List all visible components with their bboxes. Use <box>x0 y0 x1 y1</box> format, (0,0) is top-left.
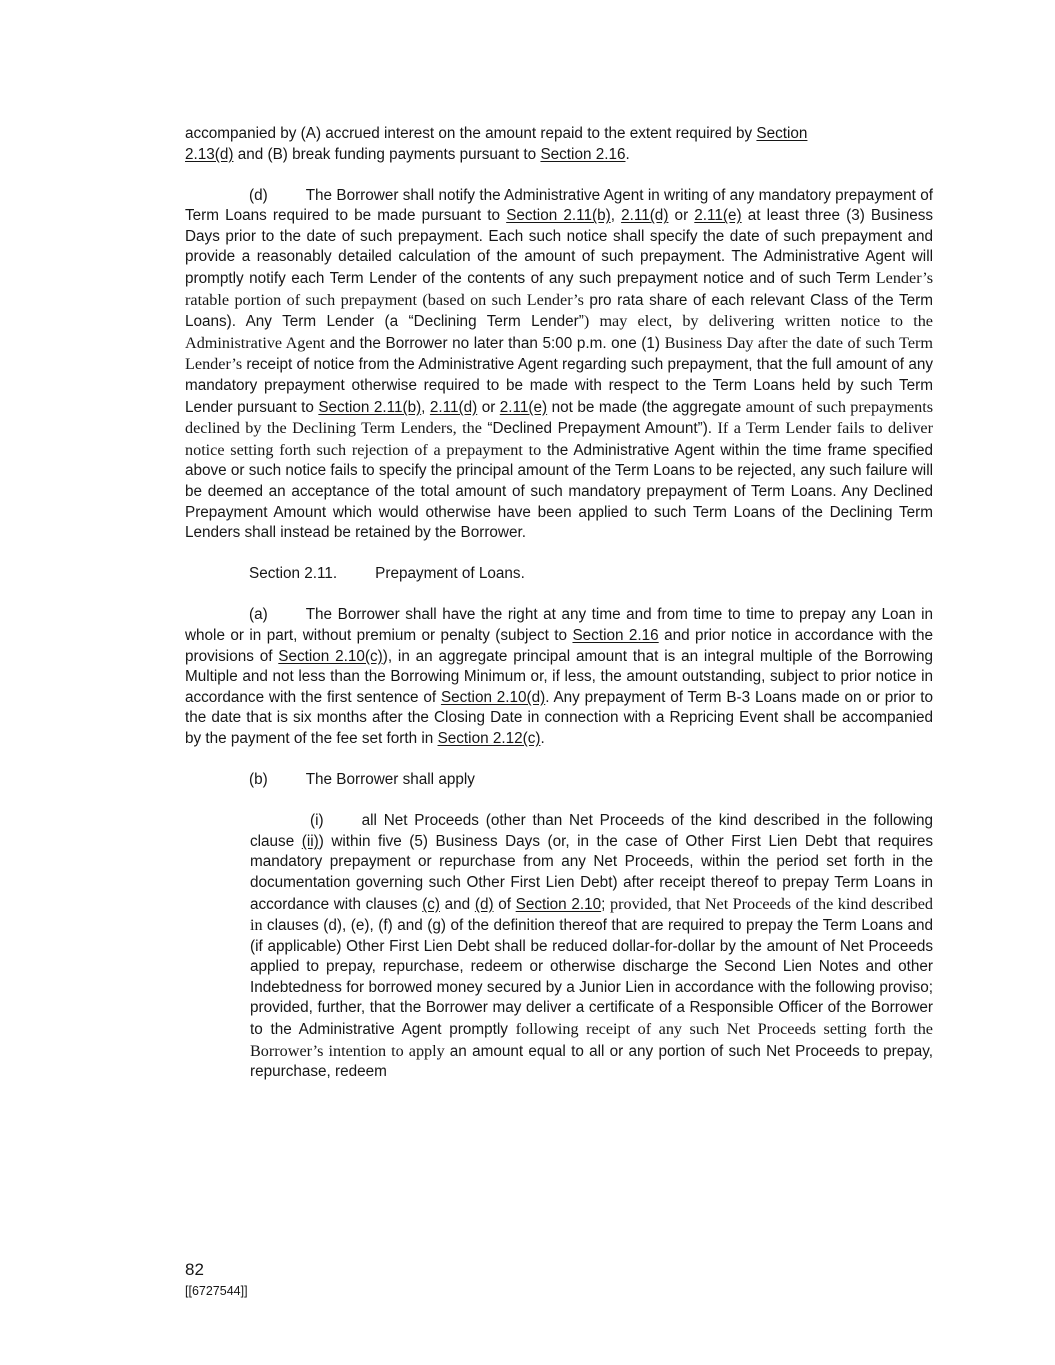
section-reference: (c) <box>422 895 440 913</box>
text-run: ) may elect, by delivering written notice to the Administrative Agent <box>185 312 933 352</box>
text-run: accompanied by (A) accrued interest on the amount repaid to the extent required by <box>185 125 757 142</box>
page-footer <box>185 1260 248 1299</box>
text-run: and (B) break funding payments pursuant to <box>233 145 541 163</box>
section-reference: 2.11(d) <box>621 207 669 225</box>
text-run: at least three (3) Business Days prior to the date of such prepayment. Each such notice shall specify the date of such prepayment and provide a reasonably detailed calculation of the amount of such prepayment. The Administrative Agent will promptly notify each Term Lender of the contents of any such prepayment notice and of such Term <box>185 207 934 288</box>
section-reference: Section 2.10(c) <box>278 647 383 665</box>
text-run: an amount equal to all or any portion of such Net Proceeds to prepay, repurchase, redeem <box>250 1042 933 1081</box>
section-reference: Section 2.10 <box>515 895 602 913</box>
text-run: Prepayment of Loans. <box>375 565 525 583</box>
text-run: , <box>610 207 622 225</box>
paragraph <box>185 605 933 749</box>
section-reference: 2.11(d) <box>429 398 478 416</box>
text-run: not be made (the aggregate <box>547 398 746 416</box>
section-reference: Section 2.16 <box>572 626 659 644</box>
page-number: 82 <box>185 1260 204 1279</box>
text-run: The Borrower shall notify the Administrative Agent in writing of any mandatory prepayment of Term Loans required to be made pursuant to <box>185 186 933 225</box>
text-run: The Borrower shall have the right at any time and from time to time to prepay any Loan in whole or in part, without premium or penalty (subject to <box>185 606 933 644</box>
text-run: If a Term Lender fails to deliver notice setting forth such rejection of a prepayment to <box>185 419 933 459</box>
document-body <box>185 124 933 1103</box>
text-run: , <box>421 398 430 416</box>
text-run: provided, that Net Proceeds of the kind described in <box>250 894 934 935</box>
text-run: . <box>625 145 630 163</box>
text-run: “Declined Prepayment Amount”). <box>487 420 713 438</box>
section-reference: (d) <box>474 895 494 913</box>
section-reference: Section 2.10(d) <box>440 688 546 706</box>
text-run: ; <box>601 895 611 913</box>
text-run: (b) <box>249 771 268 789</box>
text-run: of <box>493 895 516 913</box>
text-run: amount of such prepayments declined by the Declining Term Lenders, the <box>185 397 934 438</box>
text-run: pro rata share of each relevant Class of the Term Loans). Any Term Lender (a “Declining Term Lender” <box>185 291 933 331</box>
paragraph <box>185 186 933 544</box>
section-reference: Section 2.13(d) <box>185 125 808 163</box>
text-run: (a) <box>249 606 268 624</box>
text-run: or <box>477 398 500 416</box>
text-run: following receipt of any such Net Proceeds setting forth the Borrower’s intention to apply <box>250 1020 933 1060</box>
section-reference: Section 2.16 <box>540 145 626 163</box>
text-run: all Net Proceeds (other than Net Proceeds of the kind described in the following clause <box>250 812 933 850</box>
text-run: Lender’s ratable portion of such prepayment (based on such Lender’s <box>185 269 933 309</box>
text-run: clauses (d), (e), (f) and (g) of the definition thereof that are required to prepay the Term Loans and (if applicable) Other First Lien Debt shall be reduced dollar-for-dollar by the amount of Net Proceeds applied to prepay, repurchase, redeem or otherwise discharge the Second Lien Notes and other Indebtedness for borrowed money secured by a Junior Lien in accordance with the following proviso; provided, further, that the Borrower may deliver a certificate of a Responsible Officer of the Borrower to the Administrative Agent promptly <box>250 917 934 1039</box>
text-run: Business Day after the date of such Term Lender’s <box>185 333 934 374</box>
paragraph <box>185 770 933 791</box>
section-reference: Section 2.11(b) <box>506 207 611 225</box>
text-run: and <box>440 895 475 913</box>
document-id: [[6727544]] <box>185 1284 248 1298</box>
section-reference: (ii) <box>301 832 319 850</box>
text-run: the Administrative Agent within the time frame specified above or such notice fails to specify the principal amount of the Term Loans to be rejected, any such failure will be deemed an acceptance of the total amount of such mandatory prepayment of Term Loans. Any Declined Prepayment Amount which would otherwise have been applied to such Term Loans of the Declining Term Lenders shall instead be retained by the Borrower. <box>185 441 933 542</box>
section-reference: Section 2.12(c) <box>437 729 541 747</box>
section-reference: 2.11(e) <box>499 398 548 416</box>
text-run: The Borrower shall apply <box>305 771 475 789</box>
paragraph <box>185 124 850 165</box>
section-reference: Section 2.11(b) <box>318 398 422 416</box>
text-run: and the Borrower no later than 5:00 p.m. one (1) <box>329 334 665 352</box>
text-run: and prior notice in accordance with the provisions of <box>185 626 933 665</box>
section-reference: 2.11(e) <box>694 207 742 225</box>
text-run: (i) <box>310 812 324 830</box>
text-run: or <box>668 207 695 225</box>
text-run: . <box>540 729 545 747</box>
text-run: receipt of notice from the Administrative Agent regarding such prepayment, that the full amount of any mandatory prepayment otherwise required to be made with respect to the Term Loans held by such Term Lender pursuant to <box>185 356 933 416</box>
paragraph <box>250 811 933 1083</box>
text-run: ) within five (5) Business Days (or, in the case of Other First Lien Debt that requires mandatory prepayment or repurchase from any Net Proceeds, within the period set forth in the documentation governing such Other First Lien Debt) after receipt thereof to prepay Term Loans in accordance with clauses <box>250 832 934 913</box>
text-run: . Any prepayment of Term B-3 Loans made on or prior to the date that is six months after the Closing Date in connection with a Repricing Event shall be accompanied by the payment of the fee set forth in <box>185 688 933 747</box>
text-run: ), in an aggregate principal amount that is an integral multiple of the Borrowing Multiple and not less than the Borrowing Minimum or, if less, the amount outstanding, subject to prior notice in accordance with the first sentence of <box>185 647 933 706</box>
text-run: (d) <box>249 186 268 204</box>
section-heading <box>185 564 933 585</box>
text-run: Section 2.11. <box>249 565 338 583</box>
